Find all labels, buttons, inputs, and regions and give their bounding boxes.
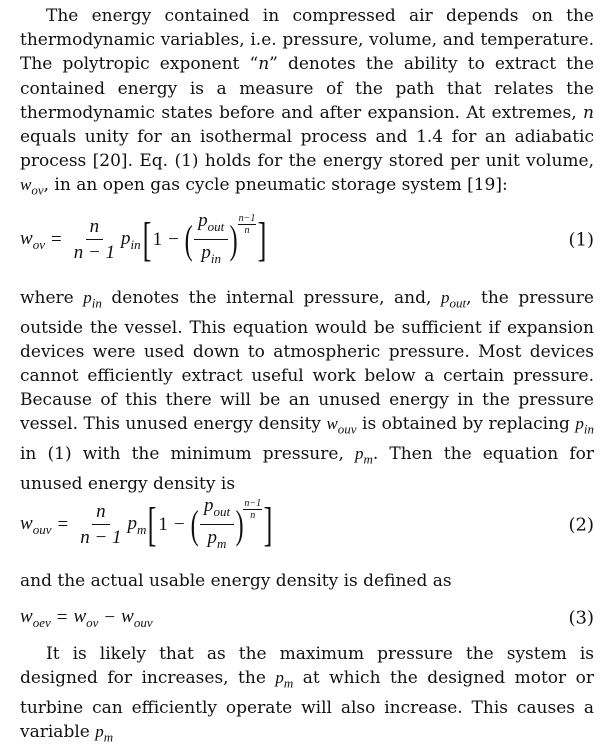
- paragraph-1: The energy contained in compressed air depends on the thermodynamic variables, i.e. pressure, volume, and temperature. The polytropic exponent “n” denotes the ability to extract the contained energy is a measure of the path that relates the thermodynamic states before and after expansion. At extremes, n equals unity for an isothermal process and 1.4 for an adiabatic process [20]. Eq. (1) holds for the energy stored per unit volume, $w_{ov}$, in an open gas cycle pneumatic storage system [19]:: [20, 6, 595, 198]
- eq1-fraction: $\frac{n}{n - 1}$: [73, 216, 116, 263]
- equation-2: $w_{ouv}$ = $\frac{n}{n - 1}$ $p_m$ [ 1 − ( $\frac{p_{out}}{p_m}$ ) $\frac{n-1}{n}$ ] (2): [20, 495, 594, 551]
- equation-number-1: (1): [568, 229, 594, 251]
- equation-number-3: (3): [568, 607, 594, 629]
- equation-3: $w_{oev}$ = $w_{ov}$ − $w_{ouv}$ (3): [20, 605, 594, 630]
- paragraph-4: It is likely that as the maximum pressure the system is designed for increases, the $p_m$ at which the designed motor or turbine can efficiently operate will also increase. This causes a variable $p_m$: [20, 644, 594, 745]
- equation-number-2: (2): [568, 514, 594, 536]
- paragraph-3: and the actual usable energy density is defined as: [20, 571, 452, 591]
- eq1-lhs: $w_{ov}$: [20, 227, 45, 252]
- eq2-lhs: $w_{ouv}$: [20, 512, 52, 537]
- equation-1: $w_{ov}$ = $\frac{n}{n - 1}$ $p_{in}$ [ 1 − ( $\frac{p_{out}}{p_{in}}$ ) $\frac{n-1}{n}$ ] (1): [20, 210, 594, 266]
- paragraph-2: where $p_{in}$ denotes the internal pressure, and, $p_{out}$, the pressure outside the vessel. This equation would be sufficient if expansion devices were used down to atmospheric pressure. Most devices cannot efficiently extract useful work below a certain pressure. Because of this there will be an unused energy in the pressure vessel. This unused energy density $w_{ouv}$ is obtained by replacing $p_{in}$ in (1) with the minimum pressure, $p_m$. Then the equation for unused energy density is: [20, 288, 594, 494]
